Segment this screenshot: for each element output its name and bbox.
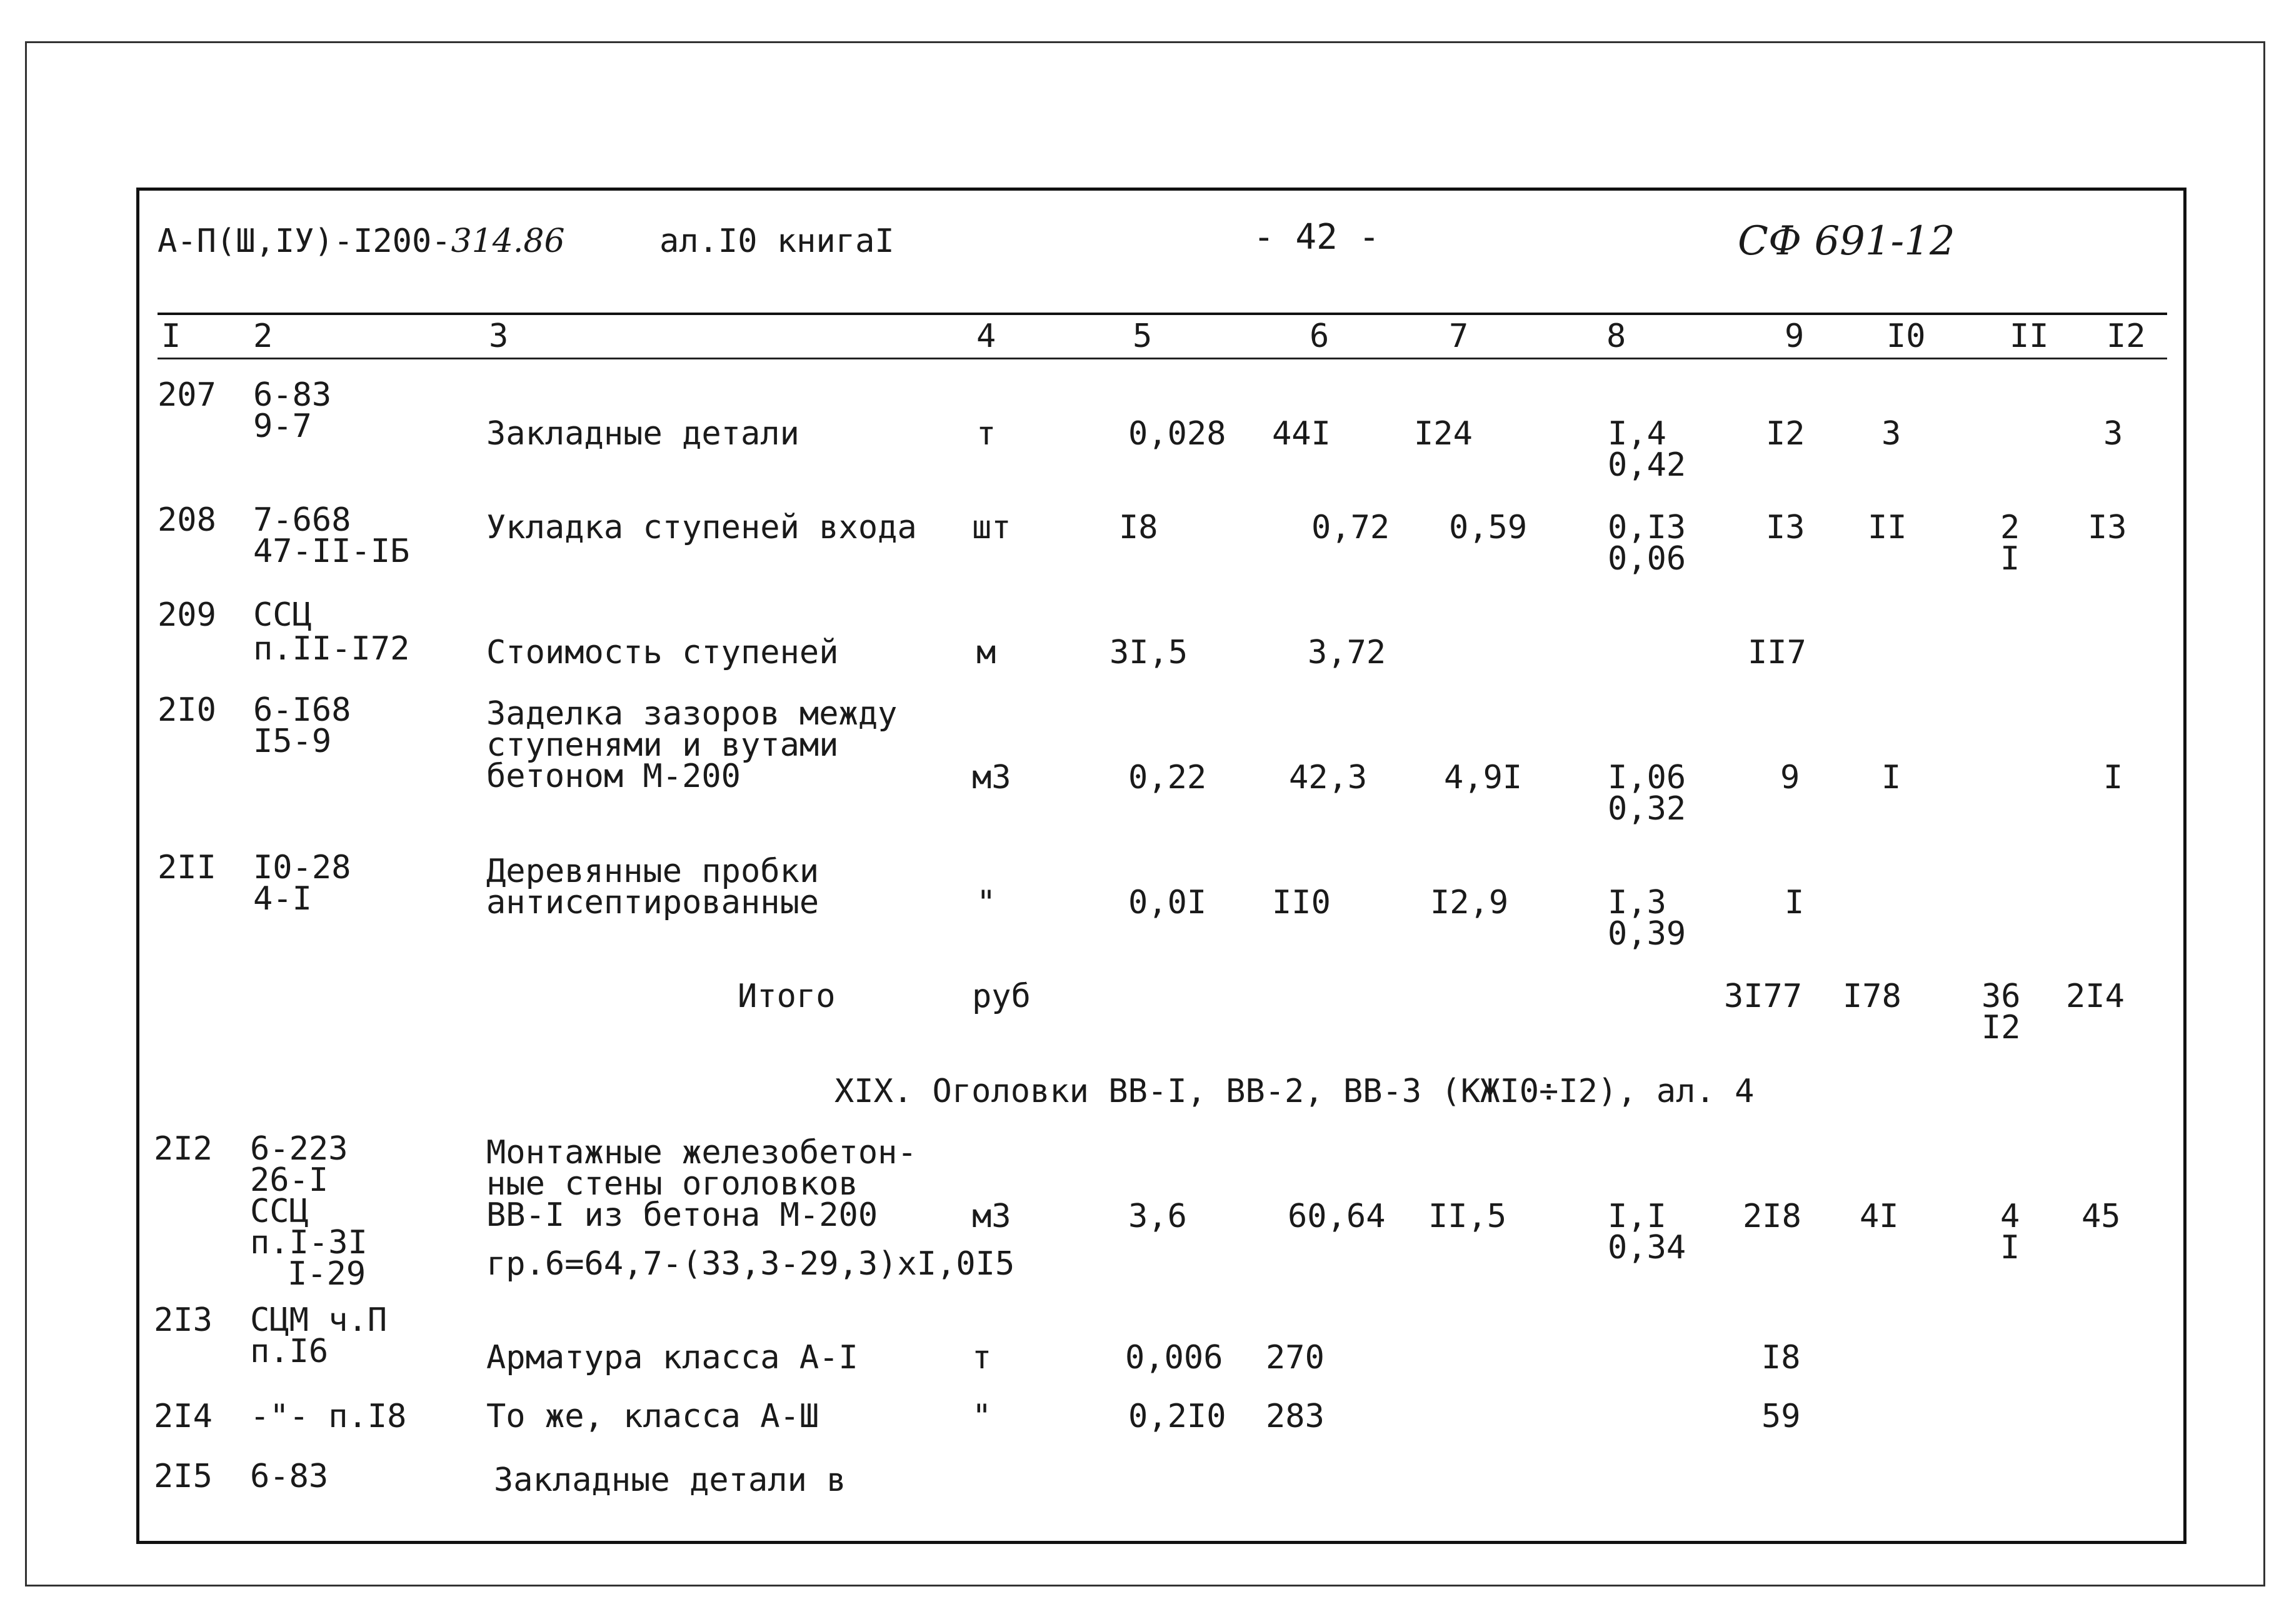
rate-code: п.I-3I <box>250 1224 368 1261</box>
total-col9: 3I77 <box>1724 978 1803 1015</box>
work-name: Заделка зазоров между <box>486 695 898 733</box>
rate-code: -"- п.I8 <box>250 1398 407 1435</box>
col7-value: 0,59 <box>1449 509 1528 546</box>
col12-value: I <box>2103 759 2123 796</box>
col6-value: 3,72 <box>1308 634 1386 671</box>
work-name: Деревянные пробки <box>486 853 819 890</box>
col10-value: 4I <box>1860 1198 1899 1235</box>
col11-value: I <box>2000 540 2020 578</box>
row-number: 209 <box>158 596 216 634</box>
work-name: ВВ-I из бетона М-200 <box>486 1196 878 1234</box>
col-header-7: 7 <box>1449 318 1469 355</box>
header-bottom-line <box>158 358 2167 359</box>
col6-value: 0,72 <box>1311 509 1390 546</box>
rate-code: 6-223 <box>250 1130 348 1168</box>
unit: т <box>976 415 996 453</box>
rate-code: п.II-I72 <box>253 630 410 668</box>
rate-code: п.I6 <box>250 1333 329 1370</box>
rate-code: 47-II-IБ <box>253 533 410 570</box>
col8-value: I,4 <box>1608 415 1666 453</box>
col-header-12: I2 <box>2106 318 2146 355</box>
work-name: ные стены оголовков <box>486 1165 858 1203</box>
rate-code: 26-I <box>250 1161 329 1199</box>
row-number: 207 <box>158 376 216 414</box>
col-header-11: II <box>2010 318 2049 355</box>
unit: шт <box>972 509 1011 546</box>
col-header-8: 8 <box>1606 318 1626 355</box>
col9-value: II7 <box>1748 634 1806 671</box>
work-name: То же, класса А-Ш <box>486 1398 819 1435</box>
col6-value: II0 <box>1272 884 1331 921</box>
rate-code: 4-I <box>253 880 312 918</box>
quantity: 3,6 <box>1128 1198 1187 1235</box>
col10-value: I <box>1881 759 1901 796</box>
col6-value: 42,3 <box>1289 759 1368 796</box>
col8-value: I,3 <box>1608 884 1666 921</box>
col9-value: I2 <box>1766 415 1805 453</box>
total-unit: руб <box>972 978 1031 1015</box>
col10-value: II <box>1868 509 1907 546</box>
rate-code: 6-83 <box>250 1458 329 1495</box>
unit: м3 <box>972 759 1011 796</box>
col8-value: I,I <box>1608 1198 1666 1235</box>
document-code-handwritten: 314.86 <box>451 223 565 260</box>
col-header-2: 2 <box>253 318 273 355</box>
col7-value: II,5 <box>1428 1198 1507 1235</box>
quantity: 0,006 <box>1125 1339 1223 1376</box>
header-top-line <box>158 313 2167 315</box>
col7-value: I2,9 <box>1430 884 1509 921</box>
rate-code: 6-I68 <box>253 691 351 729</box>
col8-value: 0,06 <box>1608 540 1686 578</box>
col11-value: I <box>2000 1229 2020 1266</box>
col11-value: 4 <box>2000 1198 2020 1235</box>
col9-value: 9 <box>1780 759 1800 796</box>
col-header-4: 4 <box>976 318 996 355</box>
col8-value: 0,32 <box>1608 790 1686 828</box>
total-col10: I78 <box>1843 978 1901 1015</box>
work-name: ступенями и вутами <box>486 726 839 764</box>
total-col11: I2 <box>1981 1009 2021 1046</box>
col-header-6: 6 <box>1310 318 1330 355</box>
col-header-3: 3 <box>489 318 509 355</box>
quantity: 0,0I <box>1128 884 1207 921</box>
unit: т <box>972 1339 992 1376</box>
col8-value: 0,42 <box>1608 446 1686 484</box>
col9-value: I3 <box>1766 509 1805 546</box>
work-name: Закладные детали в <box>494 1461 846 1499</box>
col7-value: 4,9I <box>1444 759 1523 796</box>
album-reference: ал.I0 книгаI <box>659 223 894 260</box>
total-label: Итого <box>738 978 836 1015</box>
col12-value: 3 <box>2103 415 2123 453</box>
col12-value: I3 <box>2088 509 2127 546</box>
total-col12: 2I4 <box>2066 978 2125 1015</box>
col9-value: 59 <box>1761 1398 1801 1435</box>
rate-code: ССЦ <box>250 1193 309 1230</box>
row-number: 2II <box>158 849 216 886</box>
row-number: 2I4 <box>154 1398 213 1435</box>
row-number: 208 <box>158 501 216 539</box>
price-formula: гр.6=64,7-(33,3-29,3)xI,0I5 <box>486 1245 1015 1283</box>
col6-value: 283 <box>1266 1398 1325 1435</box>
rate-code: I5-9 <box>253 723 332 760</box>
quantity: 0,22 <box>1128 759 1207 796</box>
work-name: Стоимость ступеней <box>486 634 839 671</box>
col-header-5: 5 <box>1133 318 1153 355</box>
unit: " <box>972 1398 992 1435</box>
col10-value: 3 <box>1881 415 1901 453</box>
col9-value: I8 <box>1761 1339 1801 1376</box>
quantity: 0,2I0 <box>1128 1398 1226 1435</box>
unit: м <box>976 634 996 671</box>
col12-value: 45 <box>2081 1198 2121 1235</box>
page-number: - 42 - <box>1253 217 1380 258</box>
row-number: 2I2 <box>154 1130 213 1168</box>
col9-value: I <box>1785 884 1805 921</box>
rate-code: СЦМ ч.П <box>250 1301 388 1339</box>
col6-value: 60,64 <box>1288 1198 1386 1235</box>
rate-code: I-29 <box>288 1255 366 1293</box>
col7-value: I24 <box>1414 415 1473 453</box>
rate-code: I0-28 <box>253 849 351 886</box>
quantity: 0,028 <box>1128 415 1226 453</box>
col8-value: 0,39 <box>1608 915 1686 953</box>
row-number: 2I3 <box>154 1301 213 1339</box>
rate-code: 9-7 <box>253 408 312 445</box>
col8-value: I,06 <box>1608 759 1686 796</box>
document-code <box>158 225 565 258</box>
row-number: 2I0 <box>158 691 216 729</box>
work-name: Закладные детали <box>486 415 799 453</box>
work-name: Укладка ступеней входа <box>486 509 917 546</box>
rate-code: 7-668 <box>253 501 351 539</box>
col11-value: 2 <box>2000 509 2020 546</box>
col-header-10: I0 <box>1886 318 1926 355</box>
unit: " <box>976 884 996 921</box>
col8-value: 0,I3 <box>1608 509 1686 546</box>
col6-value: 44I <box>1272 415 1331 453</box>
row-number: 2I5 <box>154 1458 213 1495</box>
col-header-9: 9 <box>1785 318 1805 355</box>
total-col11: 36 <box>1981 978 2021 1015</box>
col6-value: 270 <box>1266 1339 1325 1376</box>
archive-stamp: СФ 691-12 <box>1738 218 1955 264</box>
quantity: I8 <box>1119 509 1158 546</box>
quantity: 3I,5 <box>1109 634 1188 671</box>
work-name: бетоном М-200 <box>486 758 741 795</box>
col8-value: 0,34 <box>1608 1229 1686 1266</box>
document-code-printed: А-П(Ш,IУ)-I200- <box>158 223 451 260</box>
rate-code: 6-83 <box>253 376 332 414</box>
col9-value: 2I8 <box>1743 1198 1801 1235</box>
col-header-1: I <box>161 318 181 355</box>
rate-code: ССЦ <box>253 596 312 634</box>
work-name: Монтажные железобетон- <box>486 1134 917 1171</box>
unit: м3 <box>972 1198 1011 1235</box>
section-title: XIX. Оголовки ВВ-I, ВВ-2, ВВ-3 (КЖI0÷I2), ал. 4 <box>834 1073 1755 1110</box>
work-name: Арматура класса А-I <box>486 1339 858 1376</box>
work-name: антисептированные <box>486 884 819 921</box>
